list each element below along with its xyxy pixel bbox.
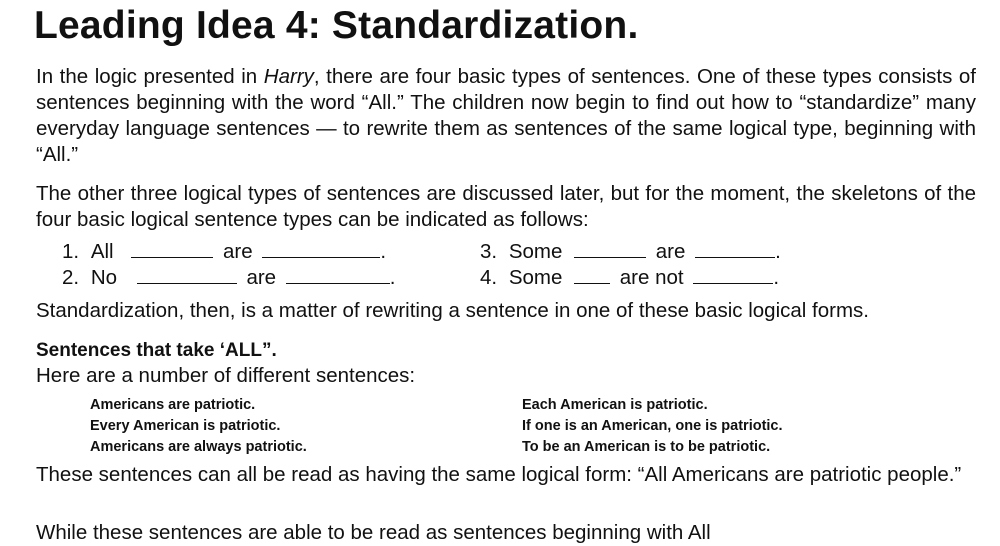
example-sentence: Americans are always patriotic. — [90, 439, 307, 455]
book-title: Harry — [263, 65, 314, 88]
examples-left-column — [90, 395, 307, 458]
standardization-paragraph: Standardization, then, is a matter of rewriting a sentence in one of these basic logical forms. — [36, 299, 869, 322]
blank-line — [574, 241, 646, 258]
form-period: . — [380, 240, 387, 263]
example-sentence: Every American is patriotic. — [90, 418, 281, 434]
form-verb: are — [246, 266, 277, 289]
blank-line — [693, 267, 773, 284]
form-number: 2. — [62, 266, 80, 289]
form-4 — [480, 265, 779, 291]
form-word: Some — [508, 240, 563, 263]
skeleton-paragraph: The other three logical types of sentences are discussed later, but for the moment, the skeletons of the four basic logical sentence types can be indicated as follows: — [36, 182, 976, 231]
examples-right-column — [522, 395, 783, 458]
form-2 — [62, 265, 395, 291]
form-1 — [62, 239, 386, 265]
intro-paragraph — [36, 64, 976, 168]
blank-line — [574, 267, 610, 284]
blank-line — [131, 241, 213, 258]
form-period: . — [775, 240, 781, 263]
form-word: All — [90, 240, 114, 263]
blank-line — [137, 267, 237, 284]
example-sentence: Americans are patriotic. — [90, 397, 256, 413]
form-word: No — [90, 266, 118, 289]
form-verb: are not — [619, 266, 684, 289]
intro-text-before: In the logic presented in — [36, 65, 264, 88]
cut-off-line: While these sentences are able to be read as sentences beginning with All — [36, 521, 711, 544]
form-period: . — [773, 266, 780, 289]
form-verb: are — [655, 240, 686, 263]
form-3 — [480, 239, 781, 265]
subheading: Sentences that take ‘ALL”. — [36, 340, 277, 361]
form-number: 3. — [480, 240, 498, 263]
blank-line — [262, 241, 380, 258]
form-number: 4. — [480, 266, 498, 289]
section-heading: Leading Idea 4: Standardization. — [34, 4, 639, 47]
form-period: . — [389, 266, 396, 289]
blank-line — [695, 241, 775, 258]
form-verb: are — [223, 240, 253, 263]
example-sentence: Each American is patriotic. — [522, 397, 708, 413]
form-number: 1. — [62, 240, 80, 263]
examples-intro: Here are a number of different sentences: — [36, 364, 416, 387]
example-sentence: To be an American is to be patriotic. — [522, 439, 771, 455]
intro-text-after: , there are four basic types of sentences. One of these types consists of sentences beginning with the word “All.” The children now begin to find out how to “standardize” many everyday language sentences — to rewrite them as sentences of the same logical type, beginning with “All.” — [36, 65, 976, 166]
example-sentence: If one is an American, one is patriotic. — [522, 418, 783, 434]
conclusion-paragraph: These sentences can all be read as having the same logical form: “All Americans are patriotic people.” — [36, 463, 962, 486]
blank-line — [286, 267, 390, 284]
form-word: Some — [508, 266, 563, 289]
